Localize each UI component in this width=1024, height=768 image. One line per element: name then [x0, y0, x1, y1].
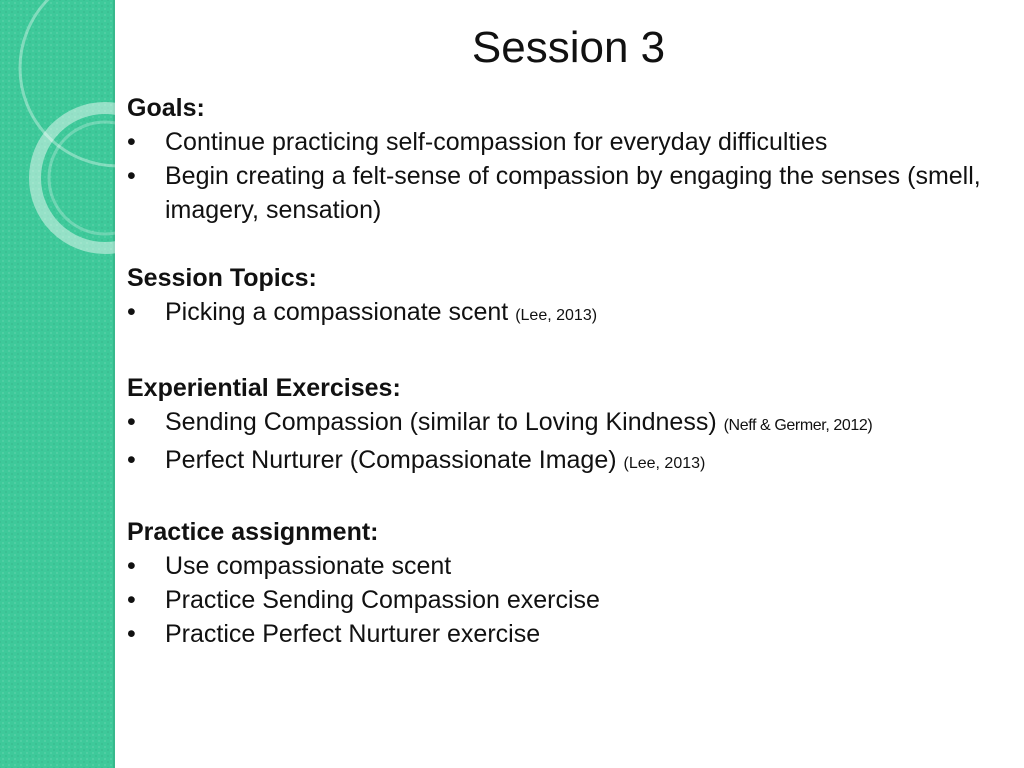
bullet-icon: • [127, 552, 136, 580]
goals-heading: Goals: [127, 94, 205, 122]
list-item [127, 295, 1017, 333]
bullet-icon: • [127, 620, 136, 648]
bullet-icon: • [127, 586, 136, 614]
practice-assignment-heading: Practice assignment: [127, 518, 379, 546]
bullet-text: Begin creating a felt-sense of compassion by engaging the senses (smell, imagery, sensation) [165, 162, 981, 224]
citation: (Neff & Germer, 2012) [723, 417, 873, 434]
experiential-exercises-heading: Experiential Exercises: [127, 374, 401, 402]
list-item [127, 405, 1017, 443]
bullet-icon: • [127, 446, 136, 474]
bullet-text: Picking a compassionate scent [165, 298, 509, 326]
bullet-text: Continue practicing self-compassion for everyday difficulties [165, 128, 828, 156]
goals-list [127, 125, 1017, 227]
list-item [127, 617, 1017, 651]
bullet-icon: • [127, 128, 136, 156]
practice-assignment-list [127, 549, 1017, 651]
slide-title: Session 3 [471, 23, 666, 72]
bullet-text: Sending Compassion (similar to Loving Kindness) [165, 408, 717, 436]
citation: (Lee, 2013) [515, 307, 598, 324]
bullet-icon: • [127, 162, 136, 190]
bullet-text: Use compassionate scent [165, 552, 452, 580]
session-topics-list [127, 295, 1017, 333]
experiential-exercises-list [127, 405, 1017, 481]
bullet-icon: • [127, 408, 136, 436]
list-item [127, 443, 1017, 481]
list-item [127, 159, 1017, 227]
session-topics-heading: Session Topics: [127, 264, 317, 292]
citation: (Lee, 2013) [623, 455, 706, 472]
slide-content [127, 91, 1017, 651]
bullet-text: Practice Perfect Nurturer exercise [165, 620, 541, 648]
list-item [127, 583, 1017, 617]
bullet-text: Perfect Nurturer (Compassionate Image) [165, 446, 617, 474]
bullet-text: Practice Sending Compassion exercise [165, 586, 600, 614]
list-item [127, 549, 1017, 583]
list-item [127, 125, 1017, 159]
bullet-icon: • [127, 298, 136, 326]
